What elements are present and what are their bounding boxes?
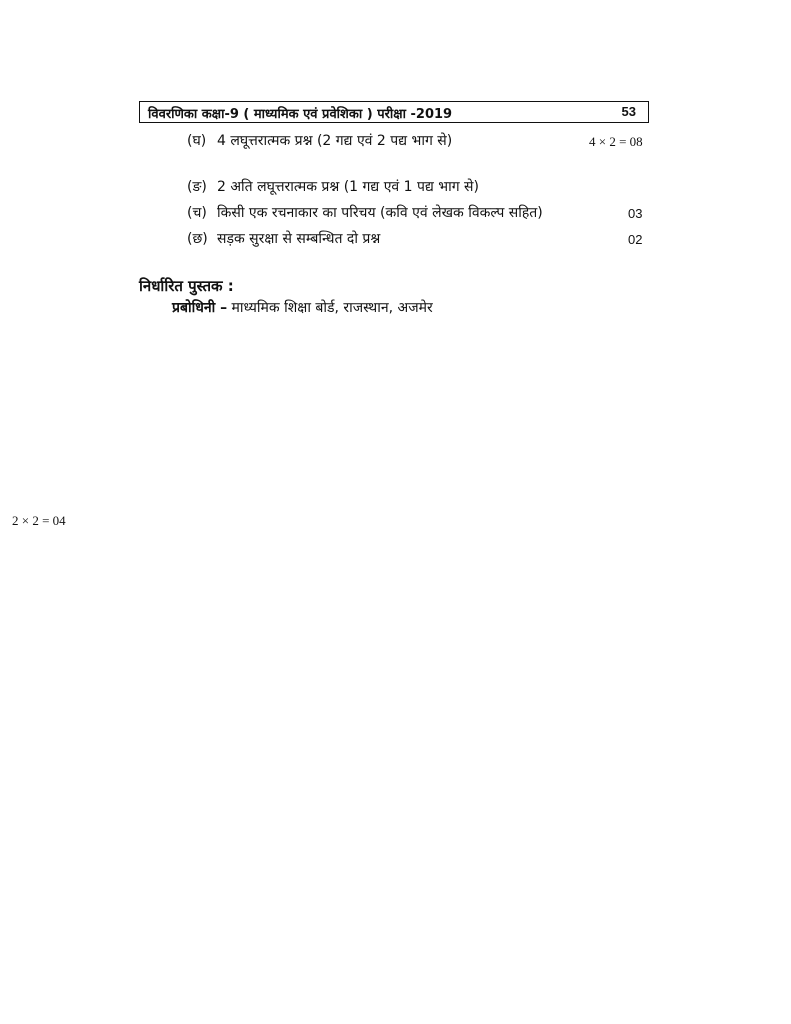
list-item [0, 229, 791, 249]
item-text: सड़क सुरक्षा से सम्बन्धित दो प्रश्न [217, 231, 381, 247]
book-name: प्रबोधिनी – [172, 300, 228, 316]
header-title: विवरणिका कक्षा-9 ( माध्यमिक एवं प्रवेशिका ) परीक्षा -2019 [148, 107, 453, 122]
list-item [0, 177, 791, 197]
item-marker: (च) [187, 205, 207, 221]
page-header [139, 101, 649, 123]
item-text: 2 अति लघूत्तरात्मक प्रश्न (1 गद्य एवं 1 पद्य भाग से) [217, 179, 479, 195]
item-text: किसी एक रचनाकार का परिचय (कवि एवं लेखक विकल्प सहित) [217, 205, 543, 221]
prescribed-book-heading: निर्धारित पुस्तक : [139, 277, 234, 295]
book-publisher: माध्यमिक शिक्षा बोर्ड, राजस्थान, अजमेर [231, 300, 433, 316]
item-marks: 03 [628, 206, 643, 221]
item-marker: (छ) [187, 231, 208, 247]
prescribed-book-line [172, 298, 433, 317]
list-item [0, 203, 791, 223]
item-marker: (ङ) [187, 179, 207, 195]
item-marks: 4 × 2 = 08 [589, 134, 643, 149]
list-item [0, 131, 791, 151]
item-text: 4 लघूत्तरात्मक प्रश्न (2 गद्य एवं 2 पद्य भाग से) [217, 133, 453, 149]
page-number: 53 [621, 104, 636, 119]
item-marker: (घ) [187, 133, 207, 149]
item-marks: 02 [628, 232, 643, 247]
stray-marks: 2 × 2 = 04 [12, 513, 66, 528]
